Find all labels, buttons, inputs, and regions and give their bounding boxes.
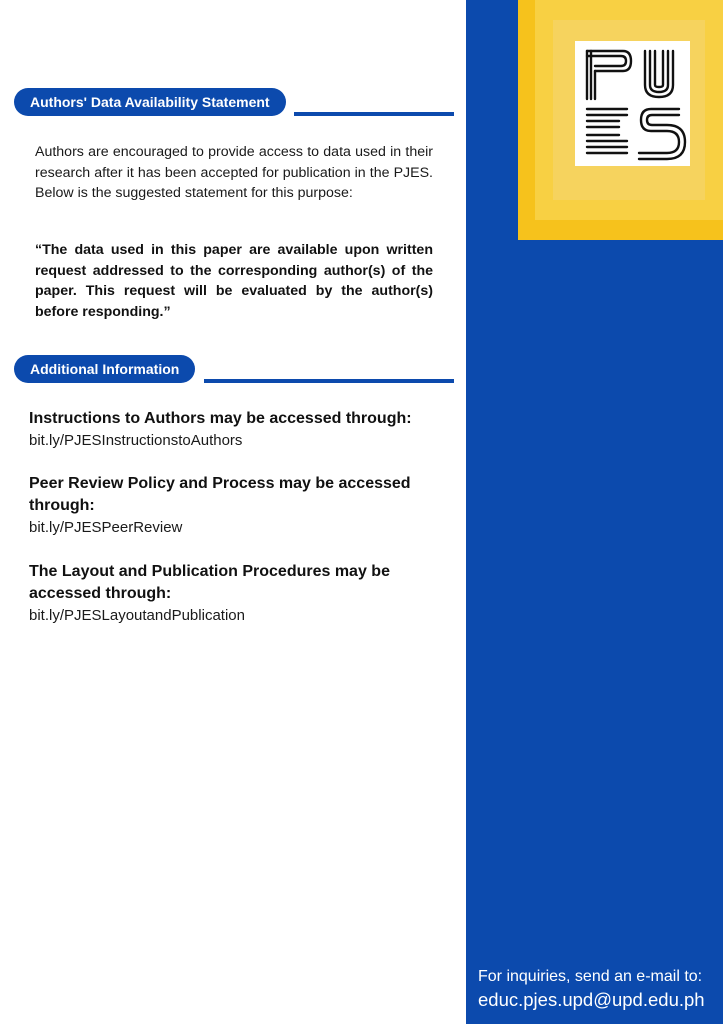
footer-email-link[interactable]: educ.pjes.upd@upd.edu.ph [478,989,705,1010]
footer-inquiry-label: For inquiries, send an e-mail to: [478,968,703,985]
section-rule [294,112,454,116]
data-availability-statement: “The data used in this paper are available upon written request addressed to the corresponding author(s) of the paper. This request will be evaluated by the author(s) before responding.” [35,242,433,320]
info-item-title: Peer Review Policy and Process may be accessed through: [29,475,411,514]
info-item-title: The Layout and Publication Procedures may be accessed through: [29,563,390,602]
info-item-layout-publication [29,561,424,627]
pjes-logo-icon [575,41,690,166]
section-heading: Authors' Data Availability Statement [14,88,286,116]
section-heading: Additional Information [14,355,195,383]
section-header-data-availability [14,88,454,116]
section-rule [204,379,454,383]
pjes-logo [575,41,690,166]
info-item-title: Instructions to Authors may be accessed through: [29,410,412,427]
info-item-link[interactable]: bit.ly/PJESPeerReview [29,519,183,536]
info-item-link[interactable]: bit.ly/PJESLayoutandPublication [29,607,245,624]
data-availability-intro: Authors are encouraged to provide access to data used in their research after it has been accepted for publication in the PJES. Below is the suggested statement for this purpose: [35,144,433,201]
info-item-peer-review [29,473,424,539]
info-item-instructions [29,408,429,452]
info-item-link[interactable]: bit.ly/PJESInstructionstoAuthors [29,432,243,449]
section-header-additional-info [14,355,454,383]
